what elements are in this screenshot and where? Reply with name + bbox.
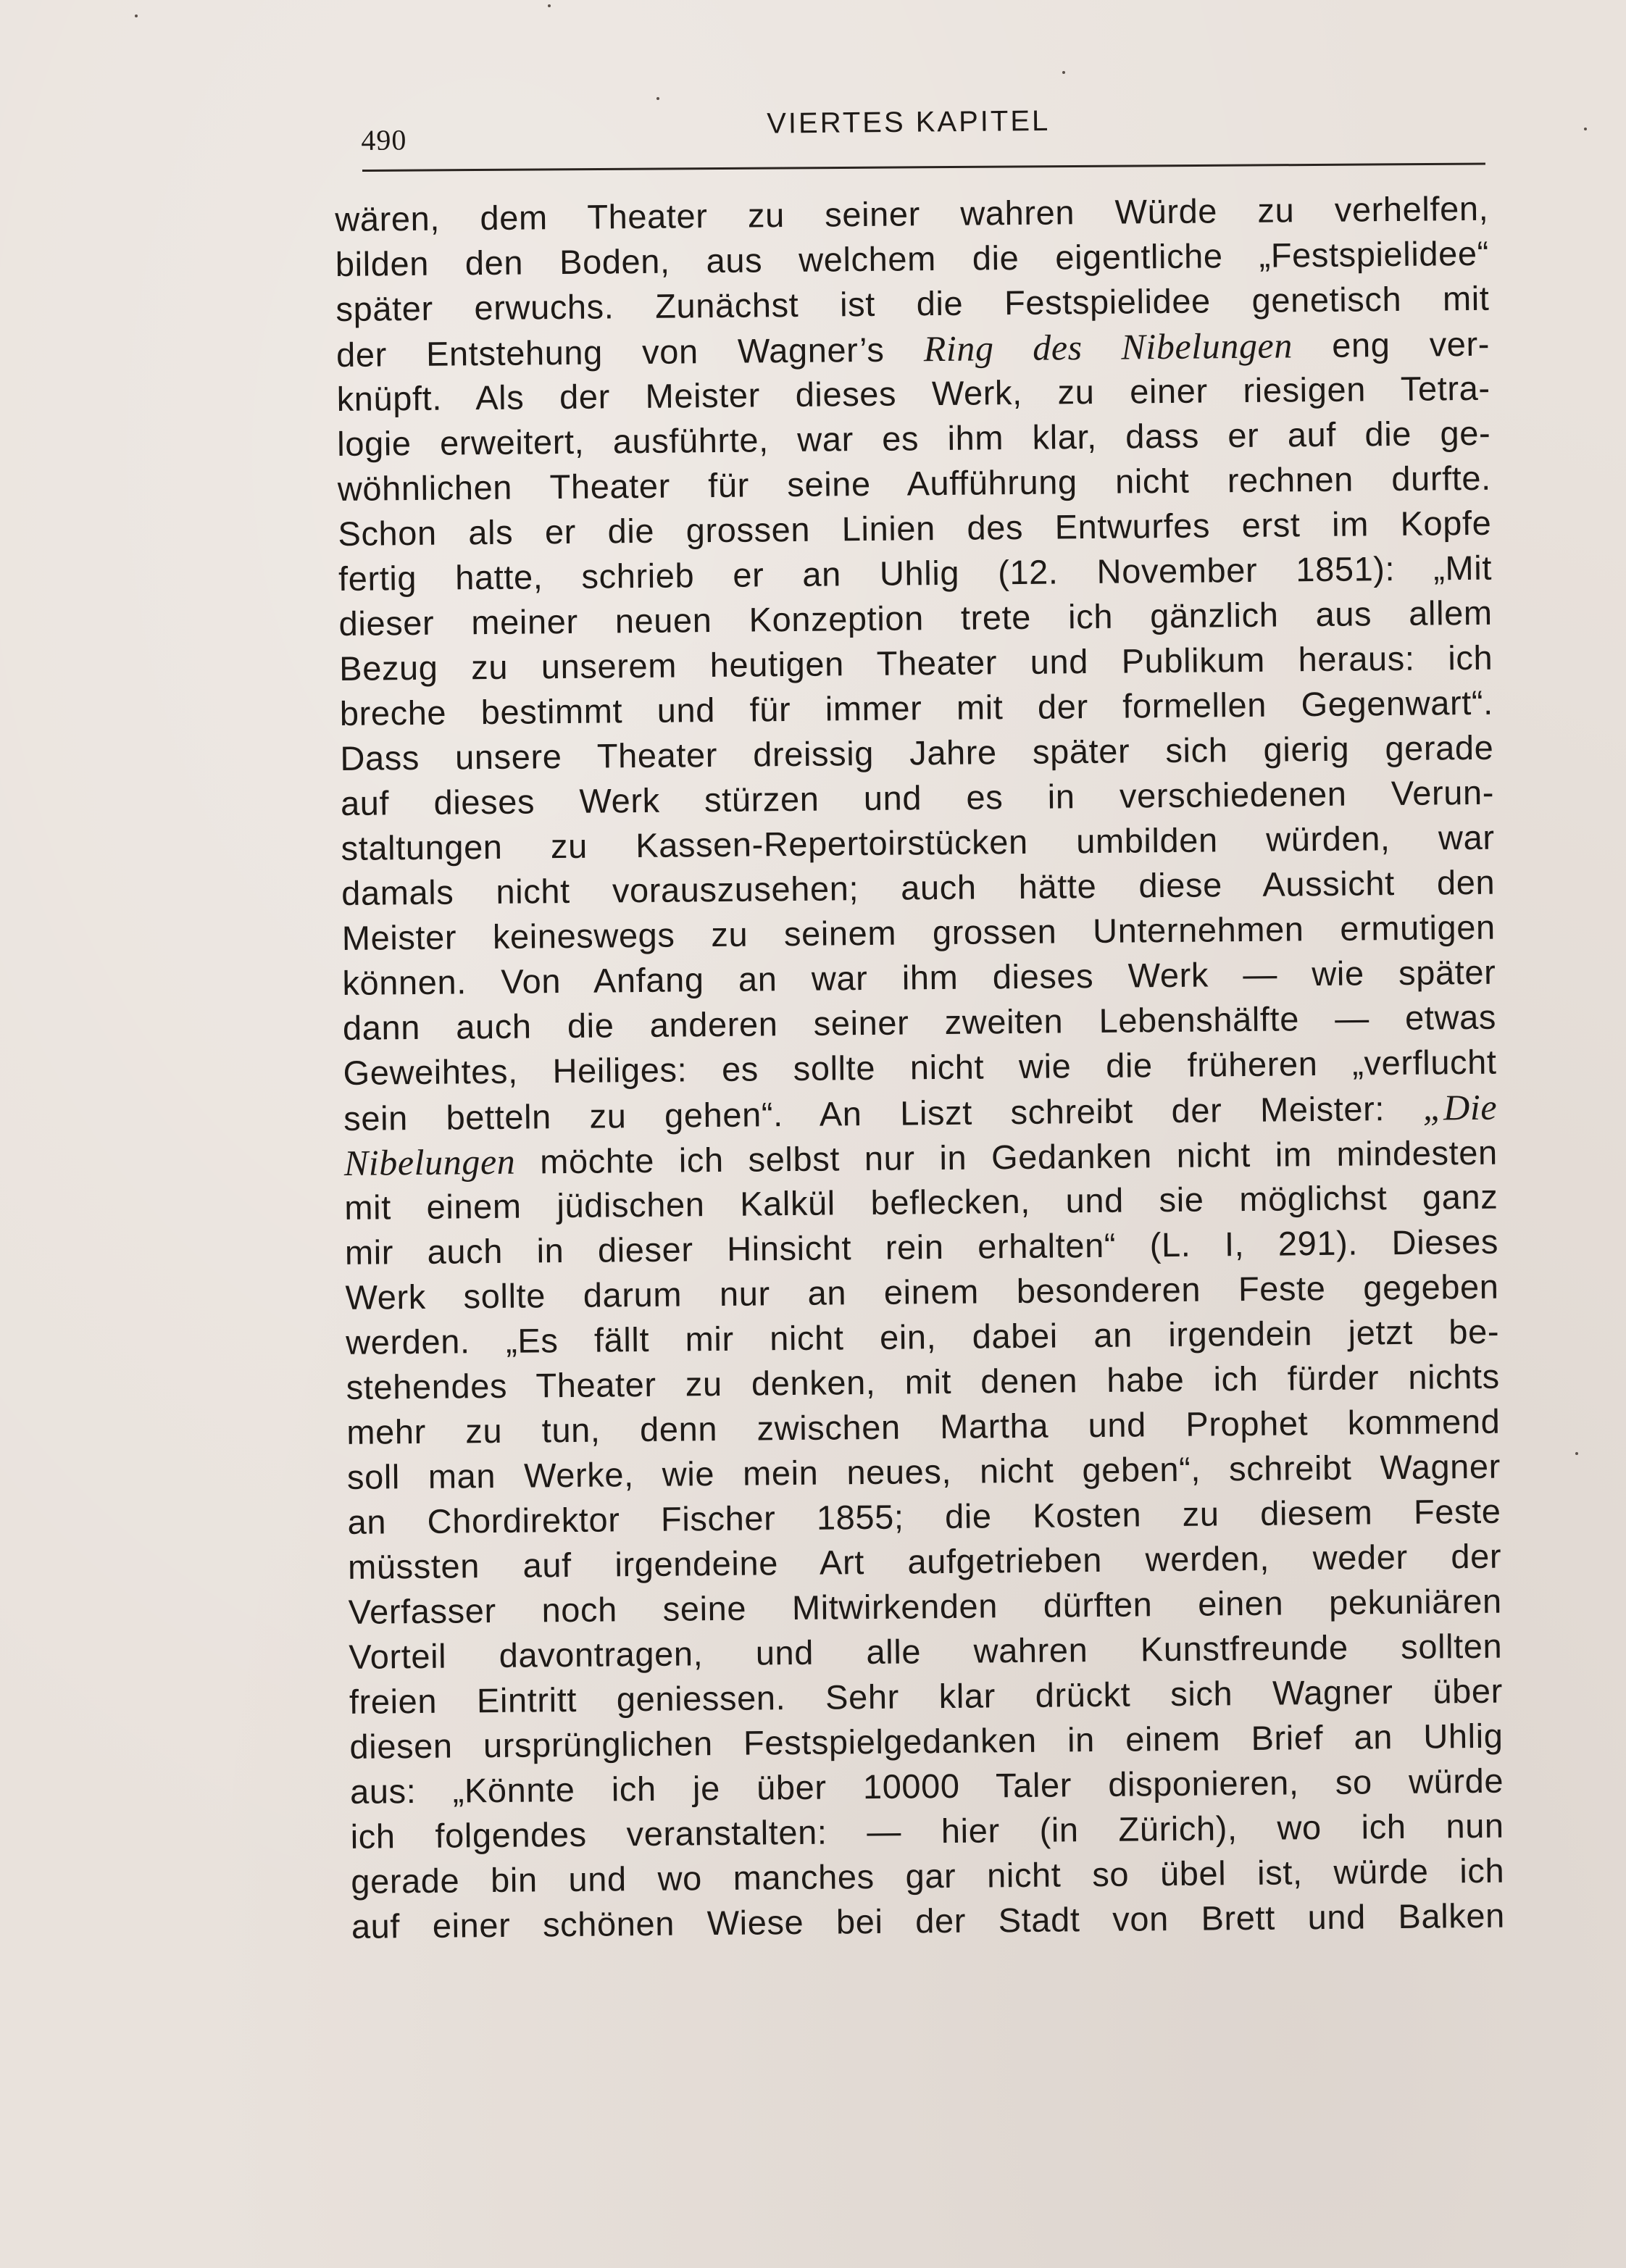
- text-segment: mehr zu tun, denn zwischen Martha und Prophet kommend: [346, 1401, 1501, 1451]
- text-segment: bilden den Boden, aus welchem die eigentliche „Festspielidee“: [335, 233, 1490, 283]
- paper-speck: [1062, 71, 1065, 74]
- text-segment: Geweihtes, Heiliges: es sollte nicht wie die früheren „verflucht: [343, 1042, 1497, 1092]
- text-segment: breche bestimmt und für immer mit der formellen Gegenwart“.: [339, 683, 1494, 733]
- italic-title: „Die: [1422, 1086, 1498, 1128]
- text-segment: Dass unsere Theater dreissig Jahre später sich gierig gerade: [340, 727, 1494, 777]
- text-segment: aus: „Könnte ich je über 10000 Taler disponieren, so würde: [349, 1761, 1504, 1811]
- text-segment: gerade bin und wo manches gar nicht so übel ist, würde ich: [351, 1851, 1505, 1901]
- text-segment: mit einem jüdischen Kalkül beflecken, und sie möglichst ganz: [344, 1177, 1498, 1227]
- page-number: 490: [361, 123, 407, 157]
- text-segment: ich folgendes veranstalten: — hier (in Zürich), wo ich nun: [350, 1806, 1504, 1856]
- text-segment: mir auch in dieser Hinsicht rein erhalten“ (L. I, 291). Dieses: [344, 1222, 1499, 1272]
- text-segment: an Chordirektor Fischer 1855; die Kosten zu diesem Feste: [347, 1491, 1501, 1541]
- text-segment: werden. „Es fällt mir nicht ein, dabei an irgendein jetzt be-: [345, 1312, 1500, 1362]
- text-segment: freien Eintritt geniessen. Sehr klar drückt sich Wagner über: [349, 1671, 1504, 1721]
- italic-title: Ring des Nibelungen: [923, 325, 1293, 370]
- paper-speck: [1575, 1452, 1578, 1455]
- text-segment: der Entstehung von Wagner’s: [335, 330, 924, 374]
- text-segment: auf einer schönen Wiese bei der Stadt von Brett und Balken: [351, 1896, 1506, 1946]
- text-segment: eng ver-: [1292, 324, 1490, 365]
- running-head: [361, 98, 1486, 157]
- text-segment: möchte ich selbst nur in Gedanken nicht im mindesten: [515, 1133, 1498, 1181]
- text-segment: Meister keineswegs zu seinem grossen Unternehmen ermutigen: [341, 907, 1496, 957]
- text-segment: knüpft. Als der Meister dieses Werk, zu einer riesigen Tetra-: [336, 368, 1490, 418]
- italic-title: Nibelungen: [343, 1141, 516, 1183]
- text-segment: Verfasser noch seine Mitwirkenden dürften einen pekuniären: [348, 1581, 1502, 1631]
- body-text: [335, 186, 1505, 1949]
- text-segment: später erwuchs. Zunächst ist die Festspielidee genetisch mit: [335, 278, 1490, 328]
- text-segment: diesen ursprünglichen Festspielgedanken in einem Brief an Uhlig: [349, 1716, 1504, 1766]
- text-segment: Schon als er die grossen Linien des Entwurfes erst im Kopfe: [338, 503, 1492, 553]
- text-segment: wären, dem Theater zu seiner wahren Würde zu verhelfen,: [335, 188, 1489, 238]
- paper-speck: [1584, 128, 1587, 130]
- paper-speck: [548, 4, 551, 7]
- chapter-title: VIERTES KAPITEL: [767, 104, 1051, 140]
- text-segment: damals nicht vorauszusehen; auch hätte diese Aussicht den: [341, 862, 1496, 912]
- text-segment: fertig hatte, schrieb er an Uhlig (12. November 1851): „Mit: [338, 548, 1493, 598]
- text-segment: logie erweitert, ausführte, war es ihm klar, dass er auf die ge-: [337, 413, 1491, 463]
- text-segment: sein betteln zu gehen“. An Liszt schreibt der Meister:: [343, 1088, 1423, 1138]
- text-segment: Vorteil davontragen, und alle wahren Kunstfreunde sollten: [349, 1626, 1503, 1676]
- text-segment: wöhnlichen Theater für seine Aufführung nicht rechnen durfte.: [337, 458, 1492, 508]
- paper-speck: [656, 97, 659, 100]
- text-segment: dieser meiner neuen Konzeption trete ich gänzlich aus allem: [338, 593, 1493, 643]
- text-segment: soll man Werke, wie mein neues, nicht geben“, schreibt Wagner: [346, 1446, 1501, 1496]
- text-segment: dann auch die anderen seiner zweiten Lebenshälfte — etwas: [342, 997, 1497, 1047]
- text-segment: Werk sollte darum nur an einem besonderen Feste gegeben: [345, 1267, 1499, 1317]
- paper-speck: [135, 14, 138, 17]
- text-segment: staltungen zu Kassen-Repertoirstücken umbilden würden, war: [341, 817, 1495, 867]
- text-segment: auf dieses Werk stürzen und es in verschiedenen Verun-: [340, 772, 1495, 822]
- text-segment: können. Von Anfang an war ihm dieses Werk — wie später: [342, 952, 1496, 1002]
- text-segment: stehendes Theater zu denken, mit denen habe ich fürder nichts: [346, 1356, 1500, 1406]
- text-segment: Bezug zu unserem heutigen Theater und Publikum heraus: ich: [338, 638, 1493, 688]
- header-rule: [362, 163, 1485, 172]
- text-segment: müssten auf irgendeine Art aufgetrieben werden, weder der: [347, 1536, 1502, 1586]
